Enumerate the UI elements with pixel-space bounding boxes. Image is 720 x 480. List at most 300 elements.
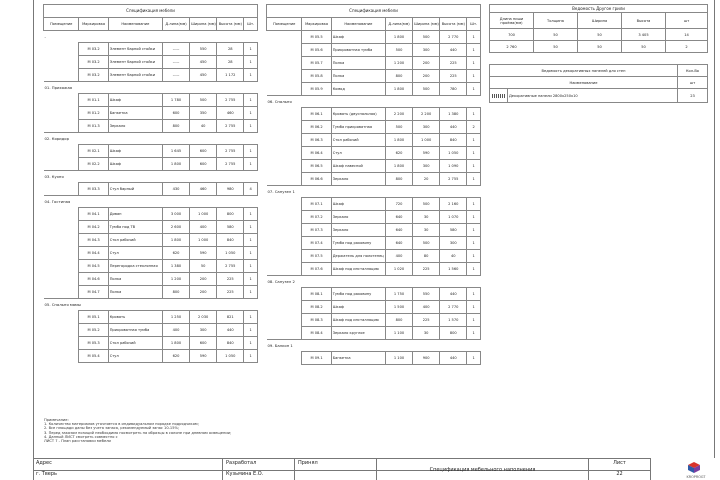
room-cell [267,70,302,83]
qty-cell: 1 [244,158,258,171]
stamp-sheet-title: Спецификация мебельного наполнения [377,459,589,480]
width-cell: 30 [413,211,440,224]
qty-cell: 1 [467,224,481,237]
col-header-height: Высота (мм) [440,18,467,31]
qty-cell: 1 [467,57,481,70]
qty-cell: 1 [244,260,258,273]
height-cell: 1 172 [217,69,244,82]
width-cell: 600 [190,145,217,158]
room-cell [44,311,79,324]
length-cell: 620 [162,247,189,260]
width-cell: 500 [413,83,440,96]
table-row [267,160,481,173]
width-cell: 80 [413,250,440,263]
qty-cell: 1 [244,273,258,286]
table-row [44,324,258,337]
length-cell: 1 380 [162,260,189,273]
table-row [267,44,481,57]
name-cell: Шкаф [108,158,162,171]
name-cell: Стул [108,247,162,260]
col-header-name: Наименование [331,18,385,31]
height-cell: 440 [440,352,467,365]
qty-cell: 1 [467,352,481,365]
name-cell: Полка [331,57,385,70]
height-cell: 1 050 [217,247,244,260]
room-section-label: 07. Санузел 1 [267,186,481,198]
mark-cell: М 08.3 [302,314,331,327]
room-cell [267,173,302,186]
height-cell: 460 [217,107,244,120]
room-cell [44,183,79,196]
qty-cell: 1 [467,327,481,340]
height-cell: 440 [440,288,467,301]
col-header-qty: Шт. [244,18,258,31]
name-cell: Кровать [108,311,162,324]
height-cell: 1 090 [440,160,467,173]
length-cell: ----- [162,43,189,56]
stamp-address: г. Тверь [33,470,223,480]
height-cell: 28 [217,56,244,69]
length-cell: 1 750 [385,288,412,301]
room-cell [44,247,79,260]
room-cell [44,120,79,133]
mark-cell: М 06.3 [302,134,331,147]
notes-line: 4. Данный ЛИСТ смотреть совместно с [44,434,118,439]
room-cell [44,208,79,221]
height-cell: 225 [217,286,244,299]
room-cell [44,324,79,337]
panel-item-qty: 23 [678,89,708,103]
length-cell: 1 800 [162,158,189,171]
height-cell: 580 [217,221,244,234]
mark-cell: М 05.7 [302,57,331,70]
width-cell: 40 [190,120,217,133]
table-row [267,108,481,121]
qty-cell: 1 [244,120,258,133]
qty-cell: 1 [244,337,258,350]
grilles-header: Длина ниши проёма(мм) [490,13,534,29]
room-cell [44,221,79,234]
width-cell: 200 [190,286,217,299]
grilles-header: Толщина [534,13,578,29]
length-cell: 1 100 [385,352,412,365]
height-cell: 580 [440,224,467,237]
width-cell: 300 [190,324,217,337]
width-cell: 300 [413,160,440,173]
length-cell: 620 [385,147,412,160]
length-cell: 1 200 [162,273,189,286]
mark-cell: М 04.3 [79,234,108,247]
name-cell: Зеркало круглое [331,327,385,340]
length-cell: 1 100 [385,327,412,340]
mark-cell: М 07.3 [302,224,331,237]
qty-cell: 4 [244,183,258,196]
table-row [44,43,258,56]
col-header-room: Помещение [267,18,302,31]
qty-cell: 1 [467,44,481,57]
qty-cell: 1 [467,134,481,147]
height-cell: 840 [217,234,244,247]
length-cell: 400 [162,324,189,337]
room-cell [44,56,79,69]
grilles-header: Ширина [578,13,622,29]
panel-item-name: Декоративные панели 2800х250х10 [508,89,678,103]
table-row [267,314,481,327]
length-cell: 1 645 [162,145,189,158]
table-row [44,69,258,82]
qty-cell: 1 [244,311,258,324]
length-cell: 640 [385,211,412,224]
mark-cell: М 04.2 [79,221,108,234]
mark-cell: М 05.1 [79,311,108,324]
table-row [44,273,258,286]
height-cell: 225 [440,57,467,70]
name-cell: Прикроватная тумба [331,44,385,57]
name-cell: Шкаф [331,31,385,44]
name-cell: Элемент барной стойки [108,43,162,56]
width-cell: 600 [190,337,217,350]
room-cell [44,260,79,273]
mark-cell: М 05.4 [79,350,108,363]
room-cell [267,224,302,237]
height-cell: 225 [440,70,467,83]
col-header-length: Д.лина(мм) [385,18,412,31]
width-cell: 590 [190,350,217,363]
length-cell: 800 [162,120,189,133]
stamp-sheet-label: Лист [589,459,651,470]
col-header-length: Д.лина(мм) [162,18,189,31]
grilles-cell: 2 [666,41,708,53]
room-cell [267,198,302,211]
table-row [267,263,481,276]
furniture-spec-table-middle [266,4,481,365]
title-stamp [33,458,715,480]
col-header-mark: Маркировка [302,18,331,31]
col-header-width: Ширина (мм) [190,18,217,31]
length-cell: 800 [385,173,412,186]
stamp-developer: Кузьмина Е.О. [223,470,295,480]
mark-cell: М 05.6 [302,44,331,57]
room-cell [267,250,302,263]
name-cell: Тумба прикроватная [331,121,385,134]
mark-cell: М 07.6 [302,263,331,276]
qty-cell: 1 [467,108,481,121]
room-cell [267,288,302,301]
name-cell: Зеркало [108,120,162,133]
grilles-cell: 50 [534,41,578,53]
name-cell: Прикроватная тумба [108,324,162,337]
width-cell: 550 [190,43,217,56]
notes [44,418,294,443]
col-header-width: Ширина (мм) [413,18,440,31]
qty-cell: 1 [244,107,258,120]
width-cell: 1 000 [413,134,440,147]
width-cell: 200 [190,273,217,286]
table-row [44,221,258,234]
panels-qty-title: Кол-Во [678,65,708,77]
mark-cell: М 03.3 [79,183,108,196]
length-cell: 1 800 [162,337,189,350]
length-cell: 2 200 [385,108,412,121]
width-cell: 460 [190,183,217,196]
room-section-label: 06. Спальня [267,96,481,108]
qty-cell: 1 [467,263,481,276]
table-row [267,70,481,83]
qty-cell: 1 [244,145,258,158]
length-cell: 800 [385,314,412,327]
name-cell: Стол рабочий [108,234,162,247]
name-cell: Стул барный [108,183,162,196]
room-cell [44,145,79,158]
grilles-header: шт [666,13,708,29]
name-cell: Зеркало [331,224,385,237]
room-section-label: 08. Санузел 2 [267,276,481,288]
notes-line: 1. Количество материалов уточняется в индивидуальном порядке подрядчиком; [44,422,199,427]
table-row [44,260,258,273]
height-cell: 40 [440,250,467,263]
table-row [267,352,481,365]
room-section-label: 04. Гостиная [44,196,258,208]
room-cell [44,94,79,107]
notes-line: ЛИСТ 7 - План расстановки мебели [44,439,111,444]
height-cell: 840 [217,337,244,350]
mark-cell: М 02.1 [79,145,108,158]
room-section-label: 01. Прихожая [44,82,258,94]
notes-line: 3. Перед заказом позиций необходимо посмотреть на образцы в салоне при дневном освещении; [44,430,232,435]
room-cell [267,314,302,327]
table-row [267,327,481,340]
qty-cell: 1 [467,31,481,44]
grilles-cell: 14 [666,29,708,41]
width-cell: 200 [413,57,440,70]
length-cell: 500 [385,44,412,57]
room-cell [44,234,79,247]
name-cell: Тумба под раковину [331,237,385,250]
width-cell: 2 030 [190,311,217,324]
room-cell [267,108,302,121]
width-cell: 400 [190,221,217,234]
table-row [267,198,481,211]
width-cell: 1 000 [190,208,217,221]
grilles-cell: 50 [534,29,578,41]
mark-cell: М 05.9 [302,83,331,96]
col-header-height: Высота (мм) [217,18,244,31]
table-row [267,147,481,160]
name-cell: Шкаф [108,145,162,158]
name-cell: Банкетка [108,107,162,120]
length-cell: 800 [385,70,412,83]
height-cell: 2 755 [217,260,244,273]
room-cell [44,337,79,350]
table-row [267,237,481,250]
name-cell: Тумба под ТВ [108,221,162,234]
name-cell: Стул [331,147,385,160]
furniture-spec-table-left [43,4,258,363]
room-cell [44,273,79,286]
mark-cell: М 04.6 [79,273,108,286]
table-row [44,158,258,171]
height-cell: 225 [217,273,244,286]
height-cell: 300 [440,237,467,250]
room-cell [44,107,79,120]
grilles-cell: 3 405 [622,29,666,41]
width-cell: 20 [413,173,440,186]
room-section-label: 02. Коридор [44,133,258,145]
room-cell [267,31,302,44]
qty-cell: 1 [467,314,481,327]
width-cell: 2 200 [413,108,440,121]
height-cell: 28 [217,43,244,56]
length-cell: 1 800 [385,83,412,96]
logo-text: KROPROGT [686,475,706,479]
stamp-developer-label: Разработал [223,459,295,470]
table-row [44,208,258,221]
height-cell: 2 755 [217,94,244,107]
table-title: Спецификация мебели [267,5,481,18]
height-cell: 1 380 [440,108,467,121]
height-cell: 780 [440,83,467,96]
mark-cell: М 07.1 [302,198,331,211]
qty-cell: 1 [467,83,481,96]
grilles-cell: 700 [490,29,534,41]
height-cell: 821 [217,311,244,324]
col-header-mark: Маркировка [79,18,108,31]
mark-cell: М 06.5 [302,160,331,173]
name-cell: Элемент барной стойки [108,56,162,69]
name-cell: Шкаф под инсталляцию [331,263,385,276]
width-cell: 30 [413,327,440,340]
width-cell: 300 [413,44,440,57]
length-cell: 1 800 [385,134,412,147]
room-cell [267,211,302,224]
length-cell: 1 200 [385,57,412,70]
room-cell [267,134,302,147]
name-cell: Тумба под раковину [331,288,385,301]
height-cell: 1 050 [440,147,467,160]
mark-cell: М 01.2 [79,107,108,120]
table-row [44,247,258,260]
qty-cell: 1 [244,221,258,234]
room-cell [44,69,79,82]
mark-cell: М 04.4 [79,247,108,260]
height-cell: 440 [440,121,467,134]
length-cell: 600 [162,107,189,120]
qty-cell: 2 [467,121,481,134]
qty-cell: 1 [244,56,258,69]
room-cell [267,147,302,160]
grilles-table [489,4,708,53]
room-cell [44,350,79,363]
name-cell: Стол рабочий [331,134,385,147]
qty-cell: 1 [467,70,481,83]
notes-line: Примечание: [44,418,69,422]
name-cell: Шкаф навесной [331,160,385,173]
mark-cell: М 08.4 [302,327,331,340]
mark-cell: М 05.3 [79,337,108,350]
table-row [267,173,481,186]
mark-cell: М 07.4 [302,237,331,250]
table-row [44,350,258,363]
room-cell [267,301,302,314]
height-cell: 1 070 [440,211,467,224]
name-cell: Кровать (двуспальная) [331,108,385,121]
mark-cell: М 04.1 [79,208,108,221]
stamp-address-label: Адрес [33,459,223,470]
col-header-qty: Шт. [467,18,481,31]
width-cell: 450 [190,69,217,82]
mark-cell: М 03.2 [79,43,108,56]
length-cell: 640 [385,224,412,237]
qty-cell: 1 [244,350,258,363]
mark-cell: М 04.5 [79,260,108,273]
grilles-header: Высота [622,13,666,29]
table-title: Спецификация мебели [44,5,258,18]
qty-cell: 1 [244,208,258,221]
length-cell: 430 [162,183,189,196]
length-cell: 720 [385,198,412,211]
height-cell: 840 [440,134,467,147]
height-cell: 2 755 [217,145,244,158]
mark-cell: М 03.2 [79,69,108,82]
table-row [44,145,258,158]
name-cell: Шкаф [331,198,385,211]
length-cell: 620 [162,350,189,363]
mark-cell: М 08.2 [302,301,331,314]
name-cell: Зеркало [331,173,385,186]
height-cell: 800 [217,208,244,221]
name-cell: Шкаф [331,301,385,314]
height-cell: 1 560 [440,263,467,276]
length-cell: 640 [385,237,412,250]
mark-cell: М 06.2 [302,121,331,134]
width-cell: 1 000 [190,234,217,247]
mark-cell: М 04.7 [79,286,108,299]
mark-cell: М 06.6 [302,173,331,186]
grilles-title: Ведомость Другое грили [490,5,708,13]
room-section-label: 09. Балкон 1 [267,340,481,352]
qty-cell: 1 [467,211,481,224]
mark-cell: М 05.8 [302,70,331,83]
mark-cell: М 06.4 [302,147,331,160]
table-row [44,286,258,299]
height-cell: 2 160 [440,198,467,211]
qty-cell: 1 [244,234,258,247]
panel-swatch [490,89,508,103]
width-cell: 350 [190,107,217,120]
table-row [44,107,258,120]
height-cell: 2 755 [217,158,244,171]
qty-cell: 1 [467,288,481,301]
stamp-sheet-number: 22 [589,470,651,480]
panels-unit: шт [678,77,708,89]
name-cell: Перегородка стеклянная [108,260,162,273]
length-cell: 1 800 [385,160,412,173]
room-cell [267,263,302,276]
room-section-label: 05. Спальня мамы [44,299,258,311]
table-row [44,311,258,324]
length-cell: ----- [162,69,189,82]
mark-cell: М 01.3 [79,120,108,133]
width-cell: 500 [190,94,217,107]
qty-cell: 1 [244,286,258,299]
name-cell: Комод [331,83,385,96]
mark-cell: М 05.2 [79,324,108,337]
width-cell: 500 [413,31,440,44]
width-cell: 900 [413,352,440,365]
name-cell: Полка [108,273,162,286]
table-row [267,57,481,70]
name-cell: Диван [108,208,162,221]
